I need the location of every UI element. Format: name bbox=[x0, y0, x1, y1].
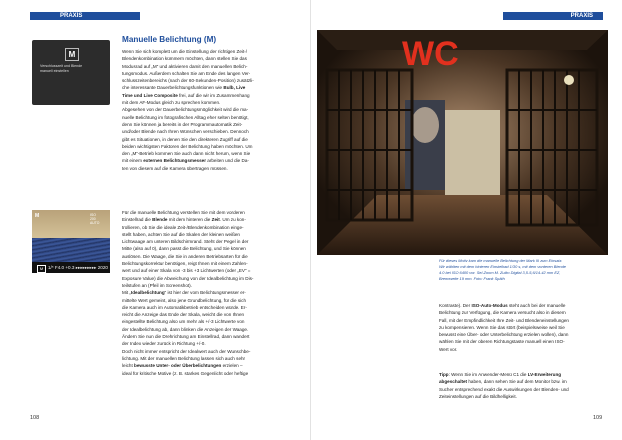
text-run: zu kompensieren. Wenn Sie das stört (beispielsweise weil Sie bbox=[439, 324, 565, 330]
text-run: Abgesehen von der Dauerbelichtungsmöglichkeit wird die ma- bbox=[122, 107, 249, 113]
emphasis-text: Zeit bbox=[211, 217, 220, 223]
text-line bbox=[122, 231, 297, 238]
text-line bbox=[122, 340, 297, 347]
text-line bbox=[122, 63, 297, 70]
text-line bbox=[439, 324, 607, 331]
text-line bbox=[439, 346, 607, 353]
text-line bbox=[122, 253, 297, 260]
text-run: Einstellrad die bbox=[122, 217, 153, 223]
section-tab: PRAXIS bbox=[30, 12, 140, 20]
text-run: “ ist hier der vom Belichtungsmesser er- bbox=[164, 290, 246, 296]
text-line bbox=[122, 143, 297, 150]
text-run: mit dem hinteren die bbox=[167, 217, 212, 223]
camera-menu-screenshot bbox=[32, 40, 110, 105]
text-line bbox=[122, 106, 297, 113]
section-heading: Manuelle Belichtung (M) bbox=[122, 35, 217, 44]
text-run: Zeiteinstellungen auf die Bildhelligkeit. bbox=[439, 393, 517, 399]
lcd-exposure-readout: 1/* F4.0 +0.3 ▸▸▸▸▸▸▸▸▸ 2020 bbox=[48, 265, 108, 270]
text-run: Mit „ bbox=[122, 290, 131, 296]
text-line bbox=[439, 331, 607, 338]
text-line bbox=[122, 121, 297, 128]
text-line bbox=[439, 317, 607, 324]
text-run: teilstufen an (Pfeil im Screenshot). bbox=[122, 282, 192, 288]
text-line bbox=[122, 326, 297, 333]
emphasis-text: Bulb, Live bbox=[223, 85, 246, 91]
emphasis-text: Tipp bbox=[439, 372, 449, 377]
text-run: leicht bbox=[122, 363, 135, 369]
text-run: Wert vor. bbox=[439, 346, 458, 352]
text-line bbox=[439, 378, 607, 385]
page-number: 109 bbox=[593, 415, 603, 421]
text-run: und/oder Blende nach Ihren Wünschen verschieben. Dennoch bbox=[122, 129, 249, 135]
photo-caption bbox=[439, 258, 603, 282]
text-run: beiden wichtigsten Faktoren der Belichtung haben möchten. Um bbox=[122, 143, 253, 149]
right-page bbox=[311, 0, 622, 440]
emphasis-text: Idealbelichtung bbox=[130, 290, 165, 296]
text-line bbox=[122, 362, 297, 369]
page-number: 108 bbox=[30, 415, 40, 421]
text-run: stellt haben, achten Sie auf die Skalen der kleinen weißen bbox=[122, 231, 240, 237]
text-line bbox=[439, 309, 607, 316]
text-run: eingestellte Belichtung also um mehr als +/-3 Lichtwerte von bbox=[122, 319, 245, 325]
text-line bbox=[439, 302, 607, 309]
text-line bbox=[122, 157, 297, 164]
text-line bbox=[122, 150, 297, 157]
text-run: . Um zu kon- bbox=[219, 217, 246, 223]
text-run: schlusszeitenbereichs (nach der 60-Sekunden-Position) zusätzli- bbox=[122, 78, 254, 84]
text-run: reicht die Anzeige das Ende der Skala, weicht die von Ihnen bbox=[122, 312, 245, 318]
text-run: Ändern Sie nun die Drehrichtung am Einstellrad, dann wandert bbox=[122, 334, 250, 340]
text-line bbox=[122, 238, 297, 245]
lcd-side-value: ISO bbox=[90, 213, 96, 217]
text-run: Wenn Sie sich komplett um die Einstellung der richtigen Zeit-/ bbox=[122, 49, 248, 54]
text-line bbox=[122, 245, 297, 252]
text-run: der Index wieder zurück in Richtung +/-0. bbox=[122, 341, 206, 347]
text-line bbox=[122, 275, 297, 282]
text-line bbox=[122, 282, 297, 289]
text-run: : Wenn Sie im Anwender-Menü C1 die bbox=[448, 372, 528, 377]
emphasis-text: LV-Erweiterung bbox=[527, 372, 562, 377]
text-run: Sucher entsprechend exakt die Auswirkungen der Blenden- und bbox=[439, 386, 569, 392]
camera-menu-line: Verschlusszeit und Blende bbox=[40, 64, 83, 68]
camera-lcd-screenshot bbox=[32, 210, 110, 273]
text-line bbox=[122, 318, 297, 325]
text-run: Lichtwaage am unteren Bildschirmrand. Steht der Pegel in der bbox=[122, 239, 249, 245]
body-paragraph-1 bbox=[122, 48, 297, 172]
manual-mode-icon: M bbox=[65, 48, 79, 61]
text-run: nuelle Belichtung im fotografischen Alltag eher selten benötigt, bbox=[122, 114, 249, 120]
text-run: tungsmodus. Außerdem schalten Sie am Ende des langen Ver- bbox=[122, 70, 251, 76]
text-line bbox=[122, 165, 297, 172]
text-line bbox=[122, 77, 297, 84]
text-run: wählen Sie mit der oberen Richtungstaste manuell einen ISO- bbox=[439, 339, 565, 345]
emphasis-text: abgeschaltet bbox=[439, 379, 468, 385]
section-tab: PRAXIS bbox=[503, 12, 603, 20]
wc-sign: WC bbox=[402, 35, 459, 73]
text-run: Blendenkombination kümmern möchten, dann stellen Sie das bbox=[122, 56, 247, 62]
text-run: Doch nicht immer entspricht der Idealwert auch der Wunschbe- bbox=[122, 348, 251, 354]
wc-night-photo bbox=[317, 30, 608, 255]
text-run: ideal für kritische Motive (z. B. starkes Gegenlicht oder heftige bbox=[122, 370, 249, 376]
text-run: frei, auf die wir im Zusammenhang bbox=[177, 92, 250, 98]
text-line bbox=[122, 297, 297, 304]
text-run: che interessante Dauerbelichtungsfunktionen wie bbox=[122, 85, 224, 91]
text-run: trollieren, ob Sie die ideale Zeit-/Blendenkombination einge- bbox=[122, 224, 244, 230]
lcd-sea bbox=[32, 238, 110, 262]
text-run: arbeiten und die Da- bbox=[206, 158, 249, 164]
text-run: Exposure Value) die Abweichung von der Idealbelichtung im Dis- bbox=[122, 275, 254, 281]
text-run: der Idealbelichtung ab, dann blinken die Anzeigen der Waage. bbox=[122, 326, 249, 332]
text-run: mit dem AF-Modus gleich zu sprechen kommen. bbox=[122, 100, 221, 106]
emphasis-text: externen Belichtungsmesser bbox=[143, 158, 207, 164]
text-line bbox=[122, 289, 297, 296]
camera-menu-text bbox=[40, 64, 104, 74]
lcd-mode-icon: M bbox=[37, 265, 46, 273]
text-run: Modusrad auf „M“ und aktivieren damit den manuellen Belich- bbox=[122, 63, 248, 69]
text-line bbox=[439, 338, 607, 345]
text-line bbox=[122, 333, 297, 340]
lcd-side-value: 200 bbox=[90, 217, 96, 222]
caption-line: Für dieses Motiv kam die manuelle Belichtung der Mark III zum Einsatz. bbox=[439, 258, 563, 263]
text-line bbox=[122, 209, 297, 216]
text-line bbox=[122, 99, 297, 106]
text-line bbox=[122, 55, 297, 62]
text-line bbox=[122, 136, 297, 143]
text-line bbox=[122, 84, 297, 91]
caption-line: Brennweite 19 mm. Foto: Frank Späth bbox=[439, 276, 505, 281]
text-line bbox=[122, 355, 297, 362]
text-line bbox=[122, 304, 297, 311]
text-run: Für die manuelle Belichtung verstellen Sie mit dem vorderen bbox=[122, 210, 245, 215]
text-line bbox=[122, 70, 297, 77]
text-line bbox=[122, 216, 297, 223]
text-run: die Kamera auch im Automatikbetrieb entscheiden würde. Er- bbox=[122, 304, 247, 310]
text-line bbox=[122, 311, 297, 318]
text-line bbox=[439, 371, 607, 378]
lcd-side-values bbox=[90, 213, 99, 226]
text-line bbox=[122, 224, 297, 231]
camera-menu-line: manuell einstellen bbox=[40, 69, 69, 73]
text-line bbox=[122, 260, 297, 267]
text-run: wert und auf einer Skala von -3 bis +3 Lichtwerten (oder „EV“ = bbox=[122, 268, 251, 274]
text-run: denn Sie können ja bereits in der Programmautomatik Zeit- bbox=[122, 121, 243, 127]
photo-illustration bbox=[317, 30, 608, 255]
lcd-side-value: AUTO bbox=[90, 221, 100, 226]
text-run: mit einem bbox=[122, 158, 144, 164]
text-run: gibt es Situationen, in denen Sie den direkteren Zugriff auf die bbox=[122, 136, 248, 142]
text-line bbox=[122, 267, 297, 274]
emphasis-text: ISO-Auto-Modus bbox=[471, 303, 508, 308]
text-run: den „M“-Betrieb kommen Sie auch dann nicht herum, wenn Sie bbox=[122, 151, 251, 157]
body-paragraph-3 bbox=[439, 302, 607, 353]
text-run: Belichtungskorrektur benötigen, reigt Ihnen mit einem Zahlen- bbox=[122, 261, 248, 267]
emphasis-text: Time und Live Composite bbox=[122, 92, 178, 98]
text-line bbox=[122, 48, 297, 55]
text-run: auslösen. Die Waage, die Sie in anderen Betriebsarten für die bbox=[122, 253, 248, 259]
text-run: Belichtung zur Verfügung, die Kamera versucht also in diesem bbox=[439, 310, 566, 316]
text-run: haben, dann sehen Sie auf dem Monitor bzw. im bbox=[467, 379, 567, 385]
text-line bbox=[122, 114, 297, 121]
body-paragraph-2 bbox=[122, 209, 297, 377]
text-line bbox=[122, 348, 297, 355]
caption-line: Wir wählten mit dem hinteren Einstellrad 1/30 s, mit dem vorderen Blende bbox=[439, 264, 566, 269]
text-run: erzielen – bbox=[221, 363, 243, 369]
text-run: Mitte (also auf 0), dann passt die Belichtung, und Sie können bbox=[122, 246, 246, 252]
text-run: Fall, mit der Empfindlichkeit Ihre Zeit- und Blendeneinstellungen bbox=[439, 317, 569, 323]
text-line bbox=[439, 393, 607, 400]
text-line bbox=[122, 128, 297, 135]
lcd-mode-label: M bbox=[35, 213, 40, 219]
text-run: mittelte Wert gemeint, also jene Grundbelichtung, für die sich bbox=[122, 297, 247, 303]
tip-paragraph bbox=[439, 371, 607, 400]
text-run: bewusst eine Über- oder Unterbelichtung erzielen wollen), dann bbox=[439, 332, 569, 338]
caption-line: 4.0 bei ISO 6400 vor. Sel-Zoom M. Zuiko Digital 3,5-5,6/14-42 mm EZ, bbox=[439, 270, 561, 275]
text-run: steht auch bei der manuelle bbox=[507, 303, 566, 308]
text-run: ten von diesem auf die Kamera übertragen müssen. bbox=[122, 165, 228, 171]
text-line bbox=[122, 92, 297, 99]
text-run: Kontraste). Der bbox=[439, 303, 472, 308]
emphasis-text: bewusste Unter- oder Überbelichtungen bbox=[134, 363, 222, 369]
text-line bbox=[122, 370, 297, 377]
text-line bbox=[439, 386, 607, 393]
text-run: lichtung. Mit der manuellen Belichtung lassen sich auch sehr bbox=[122, 355, 246, 361]
emphasis-text: Blende bbox=[152, 217, 168, 223]
